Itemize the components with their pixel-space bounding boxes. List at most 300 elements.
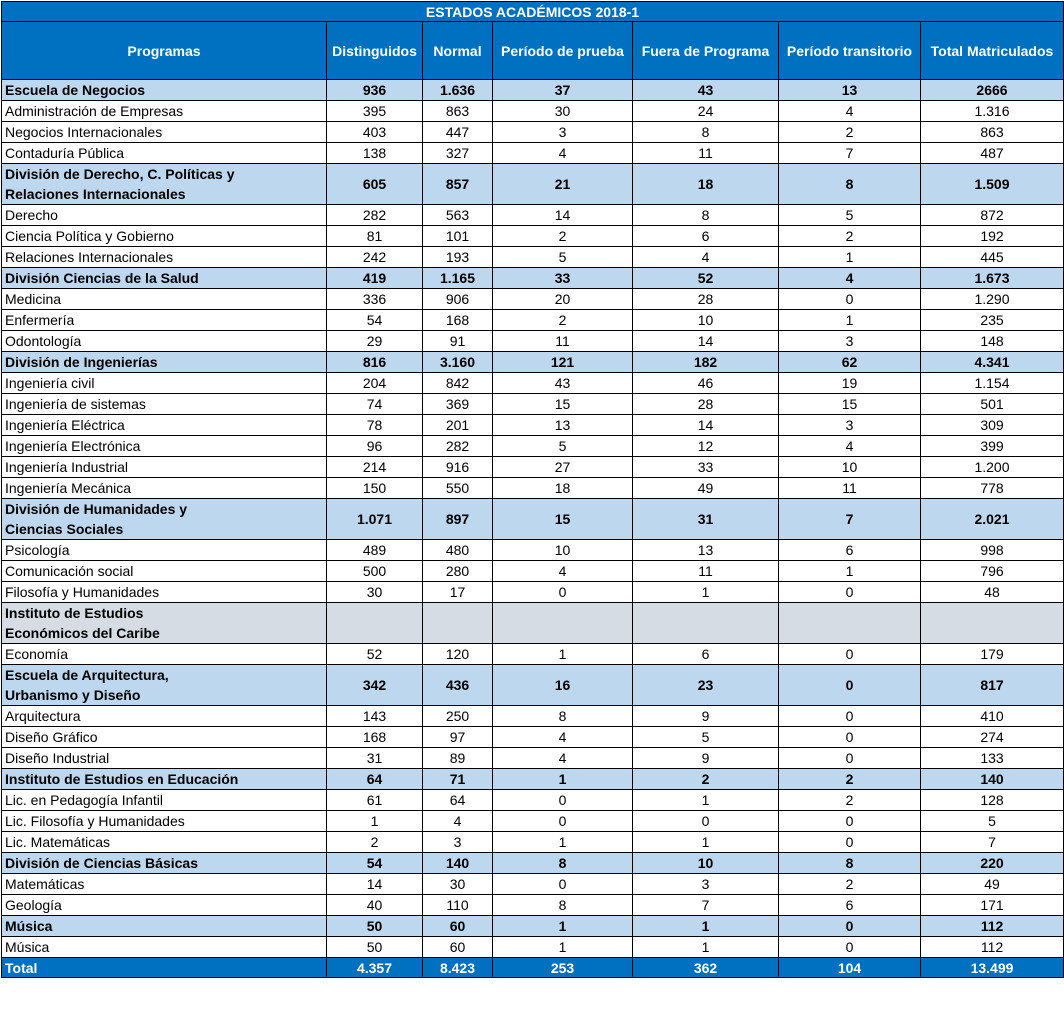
value-cell: 1 bbox=[493, 832, 633, 853]
table-row bbox=[2, 143, 1064, 164]
value-cell: 101 bbox=[423, 226, 493, 247]
value-cell: 7 bbox=[779, 499, 921, 540]
value-cell: 30 bbox=[327, 582, 423, 603]
value-cell: 1.636 bbox=[423, 80, 493, 101]
program-name: Lic. en Pedagogía Infantil bbox=[2, 790, 327, 811]
value-cell: 436 bbox=[423, 665, 493, 706]
value-cell: 872 bbox=[921, 205, 1064, 226]
value-cell: 64 bbox=[423, 790, 493, 811]
value-cell bbox=[423, 603, 493, 644]
value-cell: 3.160 bbox=[423, 352, 493, 373]
program-name: Odontología bbox=[2, 331, 327, 352]
value-cell: 20 bbox=[493, 289, 633, 310]
value-cell: 2 bbox=[779, 769, 921, 790]
program-name: Relaciones Internacionales bbox=[2, 247, 327, 268]
table-row bbox=[2, 122, 1064, 143]
value-cell: 6 bbox=[779, 540, 921, 561]
value-cell: 64 bbox=[327, 769, 423, 790]
value-cell: 78 bbox=[327, 415, 423, 436]
group-row bbox=[2, 665, 1064, 706]
value-cell: 7 bbox=[779, 143, 921, 164]
program-name: Ingeniería de sistemas bbox=[2, 394, 327, 415]
program-name: Escuela de Negocios bbox=[2, 80, 327, 101]
value-cell: 863 bbox=[423, 101, 493, 122]
value-cell: 1 bbox=[633, 832, 779, 853]
value-cell: 14 bbox=[493, 205, 633, 226]
table-row bbox=[2, 706, 1064, 727]
value-cell: 13 bbox=[493, 415, 633, 436]
value-cell: 1.290 bbox=[921, 289, 1064, 310]
program-name: Música bbox=[2, 937, 327, 958]
value-cell: 399 bbox=[921, 436, 1064, 457]
value-cell: 54 bbox=[327, 310, 423, 331]
value-cell: 1 bbox=[633, 790, 779, 811]
table-row bbox=[2, 247, 1064, 268]
program-name: Ingeniería Industrial bbox=[2, 457, 327, 478]
value-cell: 8 bbox=[493, 895, 633, 916]
value-cell: 1 bbox=[633, 582, 779, 603]
value-cell: 816 bbox=[327, 352, 423, 373]
value-cell bbox=[493, 603, 633, 644]
value-cell: 7 bbox=[921, 832, 1064, 853]
value-cell: 91 bbox=[423, 331, 493, 352]
column-header: Distinguidos bbox=[327, 22, 423, 80]
value-cell: 3 bbox=[423, 832, 493, 853]
value-cell: 4 bbox=[779, 436, 921, 457]
program-name: Psicología bbox=[2, 540, 327, 561]
value-cell: 796 bbox=[921, 561, 1064, 582]
value-cell: 2666 bbox=[921, 80, 1064, 101]
table-row bbox=[2, 436, 1064, 457]
value-cell: 220 bbox=[921, 853, 1064, 874]
table-row bbox=[2, 310, 1064, 331]
value-cell: 309 bbox=[921, 415, 1064, 436]
table-row bbox=[2, 540, 1064, 561]
value-cell: 10 bbox=[779, 457, 921, 478]
table-row bbox=[2, 582, 1064, 603]
value-cell: 52 bbox=[327, 644, 423, 665]
value-cell: 0 bbox=[779, 289, 921, 310]
value-cell: 0 bbox=[779, 582, 921, 603]
value-cell: 3 bbox=[779, 331, 921, 352]
value-cell: 0 bbox=[779, 748, 921, 769]
value-cell bbox=[633, 603, 779, 644]
value-cell: 4 bbox=[633, 247, 779, 268]
group-row bbox=[2, 80, 1064, 101]
value-cell: 2 bbox=[779, 226, 921, 247]
program-name: Diseño Industrial bbox=[2, 748, 327, 769]
table-row bbox=[2, 205, 1064, 226]
value-cell: 14 bbox=[327, 874, 423, 895]
column-header: Fuera de Programa bbox=[633, 22, 779, 80]
value-cell: 138 bbox=[327, 143, 423, 164]
value-cell: 0 bbox=[779, 811, 921, 832]
value-cell: 21 bbox=[493, 164, 633, 205]
program-name: División de Derecho, C. Políticas y Relaciones Internacionales bbox=[2, 164, 327, 205]
value-cell: 121 bbox=[493, 352, 633, 373]
table-row bbox=[2, 478, 1064, 499]
group-row bbox=[2, 499, 1064, 540]
value-cell: 16 bbox=[493, 665, 633, 706]
table-body bbox=[2, 80, 1064, 978]
value-cell: 563 bbox=[423, 205, 493, 226]
program-name: Instituto de Estudios Económicos del Caribe bbox=[2, 603, 327, 644]
table-row bbox=[2, 937, 1064, 958]
value-cell: 369 bbox=[423, 394, 493, 415]
program-name: Economía bbox=[2, 644, 327, 665]
value-cell: 489 bbox=[327, 540, 423, 561]
program-name: Ingeniería Mecánica bbox=[2, 478, 327, 499]
value-cell: 1 bbox=[493, 769, 633, 790]
group-row bbox=[2, 164, 1064, 205]
value-cell: 11 bbox=[633, 561, 779, 582]
value-cell: 214 bbox=[327, 457, 423, 478]
value-cell: 18 bbox=[633, 164, 779, 205]
value-cell: 4 bbox=[779, 101, 921, 122]
value-cell: 403 bbox=[327, 122, 423, 143]
value-cell: 1.071 bbox=[327, 499, 423, 540]
value-cell: 863 bbox=[921, 122, 1064, 143]
value-cell: 12 bbox=[633, 436, 779, 457]
value-cell: 1 bbox=[779, 247, 921, 268]
value-cell: 4 bbox=[493, 143, 633, 164]
program-name: Derecho bbox=[2, 205, 327, 226]
program-name: Enfermería bbox=[2, 310, 327, 331]
program-name: Administración de Empresas bbox=[2, 101, 327, 122]
value-cell: 0 bbox=[779, 665, 921, 706]
value-cell: 274 bbox=[921, 727, 1064, 748]
table-row bbox=[2, 415, 1064, 436]
program-name: Contaduría Pública bbox=[2, 143, 327, 164]
table-row bbox=[2, 895, 1064, 916]
value-cell: 8 bbox=[633, 205, 779, 226]
value-cell: 501 bbox=[921, 394, 1064, 415]
program-name: Geología bbox=[2, 895, 327, 916]
value-cell: 50 bbox=[327, 916, 423, 937]
value-cell: 104 bbox=[779, 958, 921, 978]
column-header: Período transitorio bbox=[779, 22, 921, 80]
value-cell: 15 bbox=[493, 394, 633, 415]
value-cell: 10 bbox=[493, 540, 633, 561]
column-header: Período de prueba bbox=[493, 22, 633, 80]
value-cell: 182 bbox=[633, 352, 779, 373]
value-cell: 6 bbox=[779, 895, 921, 916]
table-row bbox=[2, 748, 1064, 769]
value-cell: 3 bbox=[493, 122, 633, 143]
value-cell: 362 bbox=[633, 958, 779, 978]
value-cell: 52 bbox=[633, 268, 779, 289]
value-cell: 133 bbox=[921, 748, 1064, 769]
value-cell: 9 bbox=[633, 748, 779, 769]
value-cell: 11 bbox=[633, 143, 779, 164]
value-cell: 8 bbox=[493, 706, 633, 727]
value-cell: 1 bbox=[633, 937, 779, 958]
value-cell: 10 bbox=[633, 310, 779, 331]
value-cell: 27 bbox=[493, 457, 633, 478]
value-cell: 18 bbox=[493, 478, 633, 499]
total-row bbox=[2, 958, 1064, 978]
group-row bbox=[2, 769, 1064, 790]
value-cell: 1.316 bbox=[921, 101, 1064, 122]
value-cell: 1 bbox=[327, 811, 423, 832]
program-name: Filosofía y Humanidades bbox=[2, 582, 327, 603]
value-cell: 0 bbox=[779, 937, 921, 958]
table-title: ESTADOS ACADÉMICOS 2018-1 bbox=[2, 2, 1064, 22]
value-cell: 1 bbox=[779, 561, 921, 582]
program-name: División de Humanidades y Ciencias Sociales bbox=[2, 499, 327, 540]
program-name: Ciencia Política y Gobierno bbox=[2, 226, 327, 247]
value-cell: 447 bbox=[423, 122, 493, 143]
value-cell: 0 bbox=[779, 706, 921, 727]
value-cell: 120 bbox=[423, 644, 493, 665]
value-cell: 9 bbox=[633, 706, 779, 727]
program-name: Ingeniería Eléctrica bbox=[2, 415, 327, 436]
value-cell: 168 bbox=[423, 310, 493, 331]
program-name: Arquitectura bbox=[2, 706, 327, 727]
value-cell: 0 bbox=[493, 874, 633, 895]
value-cell: 5 bbox=[493, 436, 633, 457]
value-cell: 43 bbox=[493, 373, 633, 394]
group-row bbox=[2, 916, 1064, 937]
value-cell: 29 bbox=[327, 331, 423, 352]
value-cell: 96 bbox=[327, 436, 423, 457]
value-cell: 4 bbox=[493, 727, 633, 748]
value-cell: 28 bbox=[633, 394, 779, 415]
value-cell: 906 bbox=[423, 289, 493, 310]
value-cell: 336 bbox=[327, 289, 423, 310]
value-cell: 0 bbox=[779, 832, 921, 853]
value-cell: 1 bbox=[493, 937, 633, 958]
value-cell: 936 bbox=[327, 80, 423, 101]
value-cell: 550 bbox=[423, 478, 493, 499]
value-cell: 0 bbox=[493, 811, 633, 832]
value-cell: 0 bbox=[493, 582, 633, 603]
value-cell: 282 bbox=[327, 205, 423, 226]
column-header-row bbox=[2, 22, 1064, 80]
value-cell: 4 bbox=[493, 748, 633, 769]
program-name: División Ciencias de la Salud bbox=[2, 268, 327, 289]
value-cell: 1.509 bbox=[921, 164, 1064, 205]
value-cell: 13.499 bbox=[921, 958, 1064, 978]
program-name: División de Ciencias Básicas bbox=[2, 853, 327, 874]
value-cell: 0 bbox=[779, 916, 921, 937]
value-cell: 11 bbox=[493, 331, 633, 352]
value-cell: 31 bbox=[633, 499, 779, 540]
table-row bbox=[2, 331, 1064, 352]
value-cell: 778 bbox=[921, 478, 1064, 499]
value-cell: 201 bbox=[423, 415, 493, 436]
value-cell: 60 bbox=[423, 916, 493, 937]
value-cell: 140 bbox=[921, 769, 1064, 790]
value-cell: 8.423 bbox=[423, 958, 493, 978]
program-name: Ingeniería civil bbox=[2, 373, 327, 394]
table-row bbox=[2, 811, 1064, 832]
value-cell: 19 bbox=[779, 373, 921, 394]
value-cell: 280 bbox=[423, 561, 493, 582]
table-row bbox=[2, 727, 1064, 748]
program-name: Negocios Internacionales bbox=[2, 122, 327, 143]
program-name: Total bbox=[2, 958, 327, 978]
academic-status-table bbox=[1, 1, 1064, 978]
value-cell: 395 bbox=[327, 101, 423, 122]
value-cell: 1 bbox=[493, 644, 633, 665]
group-row bbox=[2, 853, 1064, 874]
value-cell: 81 bbox=[327, 226, 423, 247]
value-cell: 998 bbox=[921, 540, 1064, 561]
value-cell: 500 bbox=[327, 561, 423, 582]
value-cell: 8 bbox=[493, 853, 633, 874]
value-cell: 46 bbox=[633, 373, 779, 394]
value-cell: 6 bbox=[633, 226, 779, 247]
value-cell: 89 bbox=[423, 748, 493, 769]
value-cell: 192 bbox=[921, 226, 1064, 247]
table-row bbox=[2, 561, 1064, 582]
value-cell: 140 bbox=[423, 853, 493, 874]
value-cell: 5 bbox=[779, 205, 921, 226]
program-name: Matemáticas bbox=[2, 874, 327, 895]
value-cell: 28 bbox=[633, 289, 779, 310]
value-cell: 112 bbox=[921, 937, 1064, 958]
value-cell: 480 bbox=[423, 540, 493, 561]
table-row bbox=[2, 394, 1064, 415]
table-row bbox=[2, 790, 1064, 811]
value-cell: 4 bbox=[779, 268, 921, 289]
value-cell: 1.200 bbox=[921, 457, 1064, 478]
value-cell: 0 bbox=[633, 811, 779, 832]
value-cell: 61 bbox=[327, 790, 423, 811]
value-cell: 8 bbox=[779, 164, 921, 205]
program-name: Comunicación social bbox=[2, 561, 327, 582]
value-cell: 143 bbox=[327, 706, 423, 727]
value-cell: 10 bbox=[633, 853, 779, 874]
value-cell: 4 bbox=[423, 811, 493, 832]
value-cell: 250 bbox=[423, 706, 493, 727]
program-name: Instituto de Estudios en Educación bbox=[2, 769, 327, 790]
value-cell: 33 bbox=[493, 268, 633, 289]
value-cell: 15 bbox=[779, 394, 921, 415]
table-row bbox=[2, 874, 1064, 895]
value-cell: 0 bbox=[779, 727, 921, 748]
value-cell: 6 bbox=[633, 644, 779, 665]
value-cell: 128 bbox=[921, 790, 1064, 811]
program-name: Lic. Filosofía y Humanidades bbox=[2, 811, 327, 832]
value-cell: 17 bbox=[423, 582, 493, 603]
value-cell: 419 bbox=[327, 268, 423, 289]
value-cell: 110 bbox=[423, 895, 493, 916]
value-cell: 168 bbox=[327, 727, 423, 748]
value-cell: 0 bbox=[493, 790, 633, 811]
program-name: Medicina bbox=[2, 289, 327, 310]
value-cell: 97 bbox=[423, 727, 493, 748]
table-row bbox=[2, 832, 1064, 853]
value-cell: 1.165 bbox=[423, 268, 493, 289]
value-cell: 23 bbox=[633, 665, 779, 706]
value-cell: 54 bbox=[327, 853, 423, 874]
value-cell: 487 bbox=[921, 143, 1064, 164]
value-cell: 2 bbox=[493, 226, 633, 247]
value-cell: 1 bbox=[779, 310, 921, 331]
value-cell: 2.021 bbox=[921, 499, 1064, 540]
program-name: Ingeniería Electrónica bbox=[2, 436, 327, 457]
value-cell: 897 bbox=[423, 499, 493, 540]
value-cell: 24 bbox=[633, 101, 779, 122]
value-cell: 30 bbox=[423, 874, 493, 895]
program-name: Música bbox=[2, 916, 327, 937]
value-cell: 5 bbox=[493, 247, 633, 268]
value-cell: 7 bbox=[633, 895, 779, 916]
value-cell: 37 bbox=[493, 80, 633, 101]
value-cell: 11 bbox=[779, 478, 921, 499]
value-cell: 282 bbox=[423, 436, 493, 457]
value-cell: 2 bbox=[493, 310, 633, 331]
value-cell: 342 bbox=[327, 665, 423, 706]
value-cell bbox=[779, 603, 921, 644]
value-cell: 74 bbox=[327, 394, 423, 415]
value-cell: 857 bbox=[423, 164, 493, 205]
value-cell: 15 bbox=[493, 499, 633, 540]
value-cell: 1.673 bbox=[921, 268, 1064, 289]
value-cell: 13 bbox=[779, 80, 921, 101]
value-cell: 410 bbox=[921, 706, 1064, 727]
value-cell: 1.154 bbox=[921, 373, 1064, 394]
value-cell: 5 bbox=[921, 811, 1064, 832]
program-name: Diseño Gráfico bbox=[2, 727, 327, 748]
value-cell: 327 bbox=[423, 143, 493, 164]
value-cell: 253 bbox=[493, 958, 633, 978]
group-row bbox=[2, 603, 1064, 644]
value-cell bbox=[921, 603, 1064, 644]
value-cell: 2 bbox=[779, 122, 921, 143]
column-header: Total Matriculados bbox=[921, 22, 1064, 80]
group-row bbox=[2, 268, 1064, 289]
value-cell: 30 bbox=[493, 101, 633, 122]
value-cell: 14 bbox=[633, 415, 779, 436]
value-cell: 49 bbox=[633, 478, 779, 499]
table-row bbox=[2, 226, 1064, 247]
value-cell: 48 bbox=[921, 582, 1064, 603]
value-cell: 2 bbox=[327, 832, 423, 853]
value-cell: 3 bbox=[779, 415, 921, 436]
value-cell: 4 bbox=[493, 561, 633, 582]
value-cell: 2 bbox=[779, 874, 921, 895]
value-cell: 1 bbox=[493, 916, 633, 937]
value-cell: 445 bbox=[921, 247, 1064, 268]
value-cell: 14 bbox=[633, 331, 779, 352]
value-cell: 8 bbox=[779, 853, 921, 874]
table-row bbox=[2, 289, 1064, 310]
value-cell: 13 bbox=[633, 540, 779, 561]
value-cell: 5 bbox=[633, 727, 779, 748]
value-cell: 193 bbox=[423, 247, 493, 268]
value-cell: 40 bbox=[327, 895, 423, 916]
program-name: Lic. Matemáticas bbox=[2, 832, 327, 853]
value-cell: 49 bbox=[921, 874, 1064, 895]
value-cell: 2 bbox=[779, 790, 921, 811]
value-cell: 3 bbox=[633, 874, 779, 895]
value-cell: 179 bbox=[921, 644, 1064, 665]
value-cell: 817 bbox=[921, 665, 1064, 706]
value-cell: 2 bbox=[633, 769, 779, 790]
column-header: Programas bbox=[2, 22, 327, 80]
value-cell: 4.341 bbox=[921, 352, 1064, 373]
value-cell: 242 bbox=[327, 247, 423, 268]
value-cell: 204 bbox=[327, 373, 423, 394]
table-row bbox=[2, 373, 1064, 394]
value-cell: 0 bbox=[779, 644, 921, 665]
value-cell: 235 bbox=[921, 310, 1064, 331]
value-cell: 8 bbox=[633, 122, 779, 143]
table-row bbox=[2, 644, 1064, 665]
